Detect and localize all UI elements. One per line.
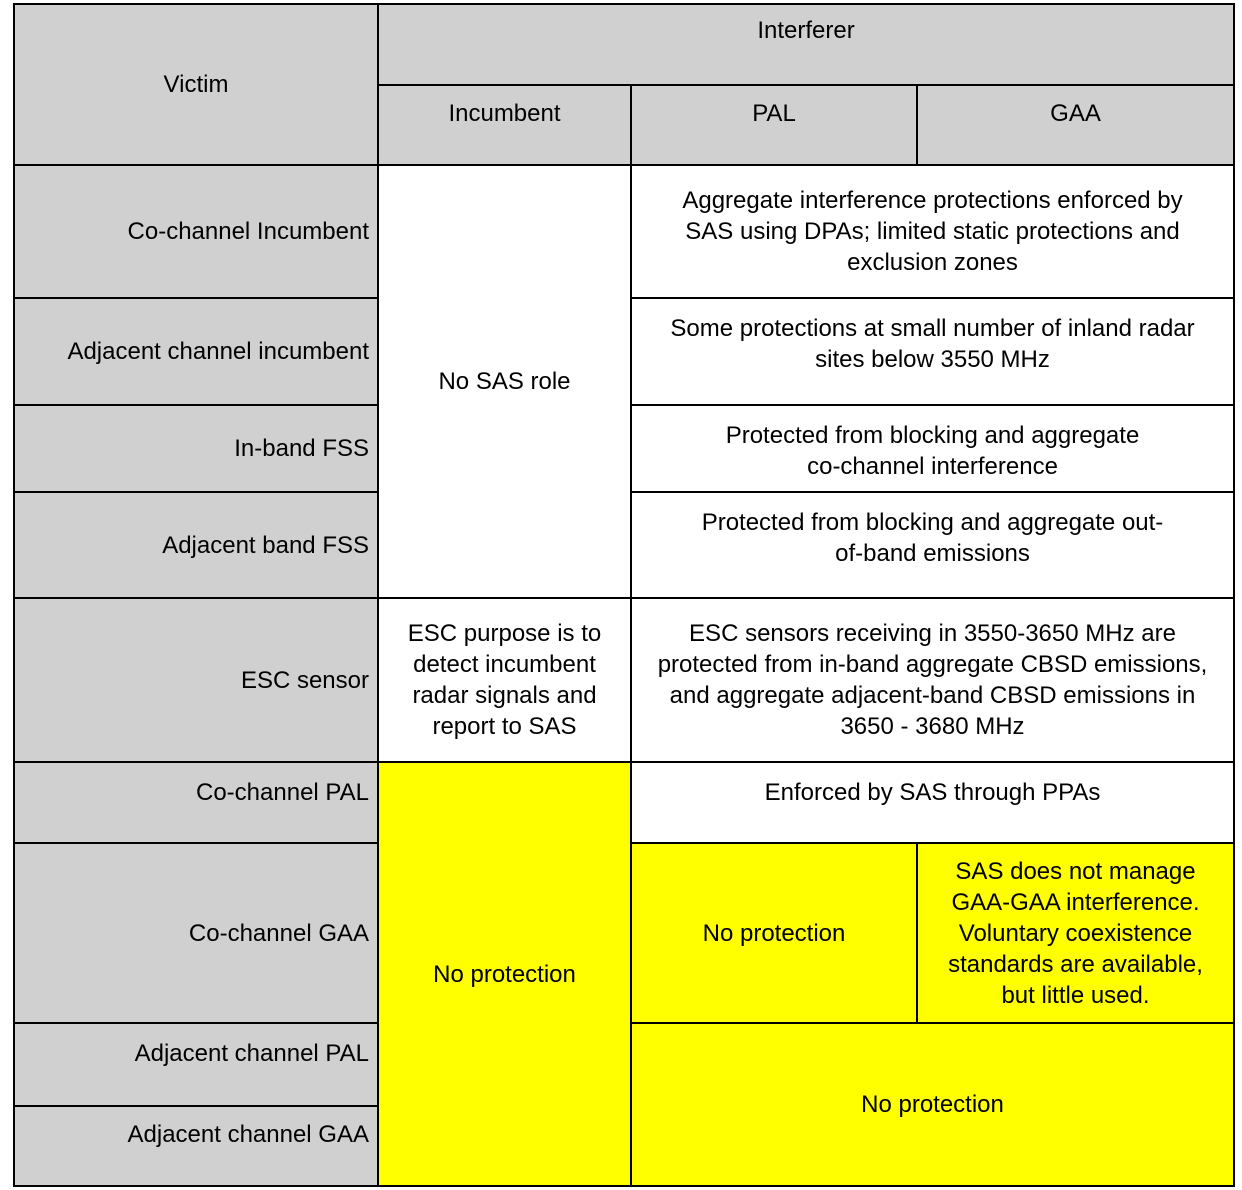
cell-adjacent-channel-incumbent-protection: Some protections at small number of inland radar sites below 3550 MHz [631,298,1234,405]
interferer-header: Interferer [378,4,1234,85]
incumbent-column-header: Incumbent [378,85,631,165]
row-label-adjacent-channel-pal: Adjacent channel PAL [14,1023,378,1106]
row-label-esc-sensor: ESC sensor [14,598,378,762]
cell-incumbent-no-protection: No protection [378,762,631,1186]
row-label-co-channel-incumbent: Co-channel Incumbent [14,165,378,298]
gaa-column-header: GAA [917,85,1234,165]
row-label-co-channel-gaa: Co-channel GAA [14,843,378,1023]
cell-co-channel-incumbent-protection: Aggregate interference protections enforced by SAS using DPAs; limited static protections and exclusion zones [631,165,1234,298]
pal-column-header: PAL [631,85,917,165]
row-label-adjacent-channel-incumbent: Adjacent channel incumbent [14,298,378,405]
cell-in-band-fss-protection: Protected from blocking and aggregate co-channel interference [631,405,1234,492]
row-label-adjacent-channel-gaa: Adjacent channel GAA [14,1106,378,1186]
cell-co-channel-gaa-pal-no-protection: No protection [631,843,917,1023]
cell-incumbent-no-sas-role: No SAS role [378,165,631,598]
row-label-in-band-fss: In-band FSS [14,405,378,492]
cell-co-channel-pal-protection: Enforced by SAS through PPAs [631,762,1234,843]
interference-protection-table [13,3,1235,1187]
cell-co-channel-gaa-gaa-note: SAS does not manage GAA-GAA interference. Voluntary coexistence standards are available, but little used. [917,843,1234,1023]
cell-esc-sensor-protection: ESC sensors receiving in 3550-3650 MHz are protected from in-band aggregate CBSD emissions, and aggregate adjacent-band CBSD emissions in 3650 - 3680 MHz [631,598,1234,762]
row-label-adjacent-band-fss: Adjacent band FSS [14,492,378,598]
cell-adjacent-pal-gaa-no-protection: No protection [631,1023,1234,1186]
victim-header: Victim [14,4,378,165]
row-label-co-channel-pal: Co-channel PAL [14,762,378,843]
cell-adjacent-band-fss-protection: Protected from blocking and aggregate out-of-band emissions [631,492,1234,598]
cell-incumbent-esc-purpose: ESC purpose is to detect incumbent radar signals and report to SAS [378,598,631,762]
